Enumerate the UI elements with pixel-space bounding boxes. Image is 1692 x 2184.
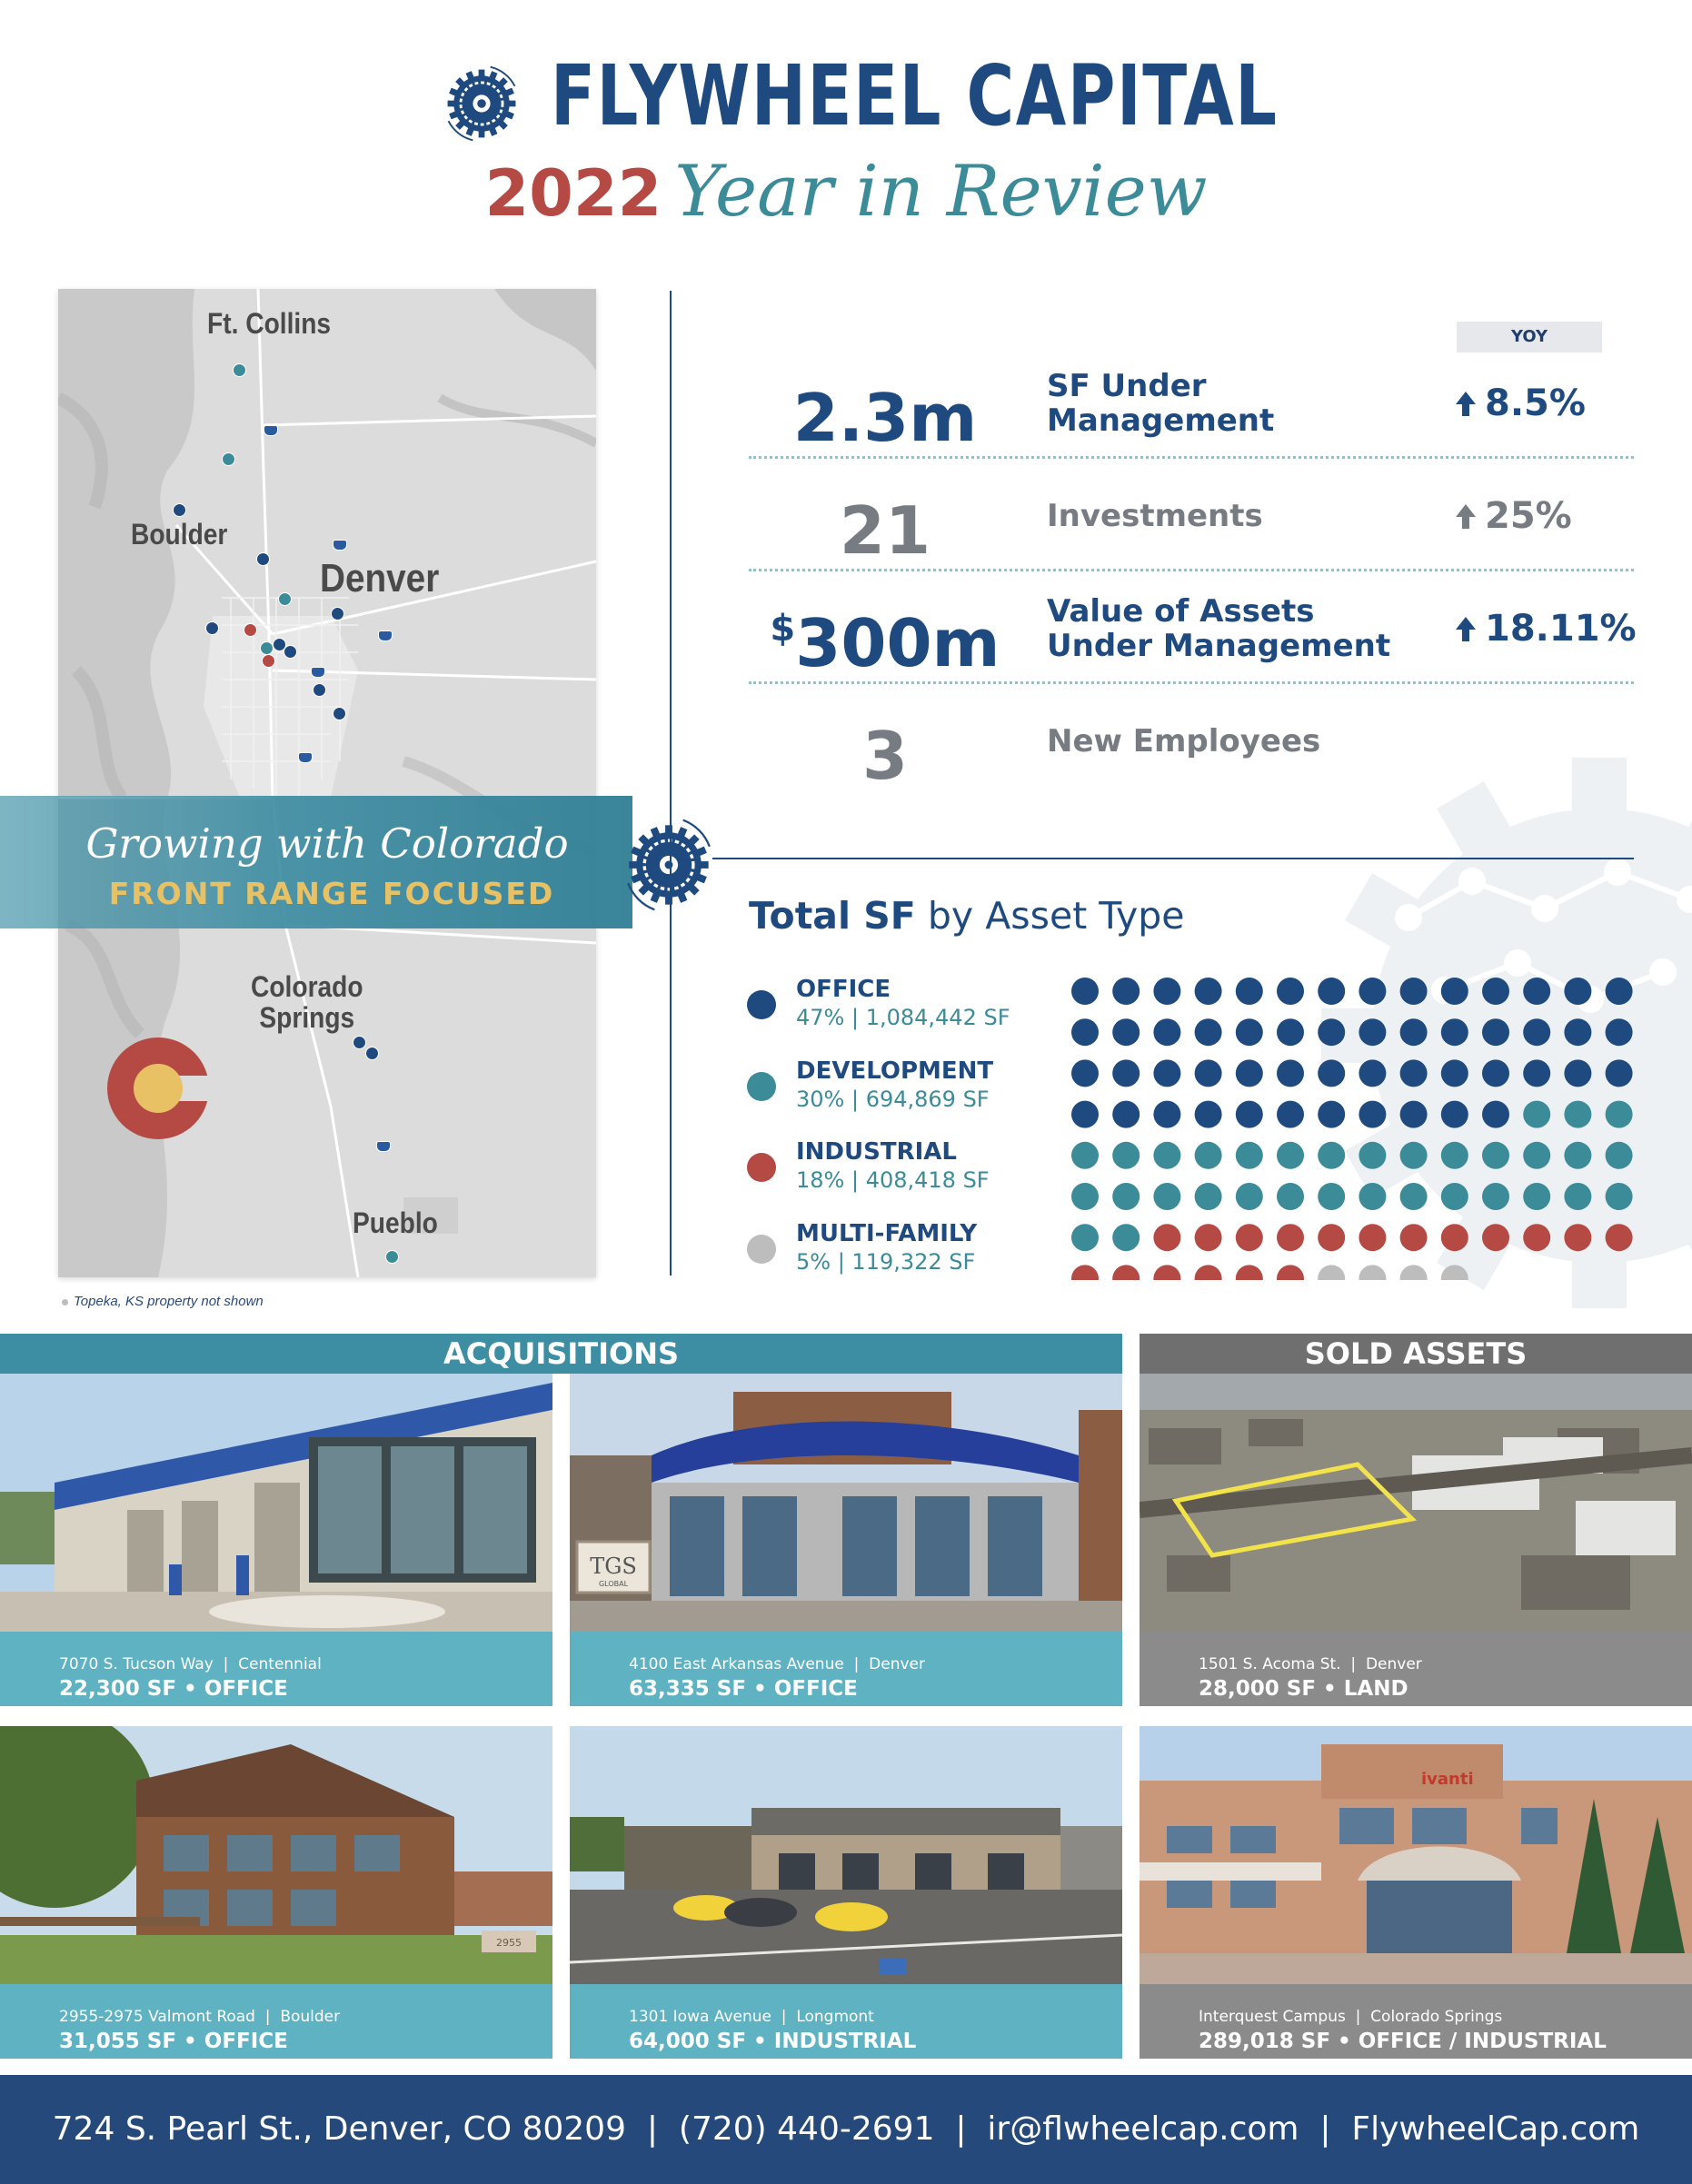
- footer-phone[interactable]: (720) 440-2691: [678, 2110, 935, 2148]
- sf-dot-multi-family: [1359, 1265, 1386, 1280]
- sf-dot-development: [1071, 1224, 1099, 1251]
- sf-dot-office: [1112, 1059, 1140, 1087]
- brand-name: FLYWHEEL CAPITAL: [551, 47, 1279, 144]
- interstate-shield-icon: [333, 540, 347, 551]
- sf-dot-office: [1195, 1059, 1222, 1087]
- sf-dot-development: [1318, 1142, 1345, 1169]
- property-pin: [385, 1250, 399, 1264]
- stat-value: 21: [839, 492, 931, 569]
- property-caption: [1140, 1632, 1692, 1706]
- sf-dot-development: [1564, 1101, 1591, 1128]
- sf-dot-industrial: [1153, 1224, 1180, 1251]
- stat-change: 18.11%: [1456, 572, 1637, 685]
- yoy-badge: YOY: [1457, 322, 1602, 352]
- sf-dot-office: [1318, 1101, 1345, 1128]
- legend-dot: [747, 1153, 776, 1182]
- legend-detail: 5% | 119,322 SF: [796, 1249, 976, 1275]
- sf-dot-office: [1523, 1059, 1550, 1087]
- sf-dot-office: [1112, 978, 1140, 1005]
- property-card-acq1: [0, 1374, 552, 1706]
- legend-name: OFFICE: [796, 976, 891, 1003]
- property-size: 22,300 SF • OFFICE: [59, 1677, 288, 1702]
- stat-label: SF Under Management: [1047, 367, 1275, 439]
- banner-subtitle: FRONT RANGE FOCUSED: [108, 876, 555, 911]
- flywheel-gear-logo-icon: [438, 60, 525, 147]
- stat-change: 8.5%: [1456, 347, 1637, 460]
- acquisitions-header: ACQUISITIONS: [0, 1334, 1122, 1374]
- sf-dot-development: [1523, 1101, 1550, 1128]
- sf-dot-office: [1112, 1018, 1140, 1046]
- sf-dot-office: [1195, 1101, 1222, 1128]
- ivanti-sign-text: ivanti: [1421, 1770, 1474, 1789]
- property-pin: [353, 1036, 366, 1049]
- sf-dot-office: [1112, 1101, 1140, 1128]
- sf-dot-office: [1318, 1059, 1345, 1087]
- stat-label: New Employees: [1047, 722, 1321, 759]
- city-label-boulder: Boulder: [131, 518, 228, 551]
- property-address: 1301 Iowa Avenue | Longmont: [629, 2008, 874, 2026]
- sf-dot-office: [1359, 1018, 1386, 1046]
- review-year: 2022: [484, 156, 662, 231]
- sf-dot-development: [1071, 1183, 1099, 1210]
- stat-row-sf-under-management: [749, 347, 1634, 460]
- sf-dot-industrial: [1195, 1265, 1222, 1280]
- colorado-flag-logo-icon: [107, 1037, 220, 1139]
- sf-dot-multi-family: [1441, 1265, 1468, 1280]
- sf-dot-office: [1564, 1059, 1591, 1087]
- sf-dot-multi-family: [1400, 1265, 1428, 1280]
- interstate-shield-icon: [311, 667, 325, 678]
- property-pin: [205, 621, 219, 635]
- property-pin: [331, 607, 344, 620]
- front-range-map: [58, 289, 596, 1277]
- property-address: 7070 S. Tucson Way | Centennial: [59, 1655, 322, 1673]
- sf-dot-office: [1071, 1101, 1099, 1128]
- sf-dot-office: [1153, 978, 1180, 1005]
- sf-dot-office: [1523, 978, 1550, 1005]
- sf-dot-industrial: [1112, 1265, 1140, 1280]
- divider-gear-icon: [618, 814, 720, 916]
- sf-dot-industrial: [1277, 1265, 1304, 1280]
- map-footnote-text: Topeka, KS property not shown: [74, 1294, 264, 1309]
- sf-dot-development: [1195, 1142, 1222, 1169]
- property-card-acq3: [0, 1726, 552, 2059]
- sf-dot-development: [1153, 1142, 1180, 1169]
- sf-dot-development: [1071, 1142, 1099, 1169]
- legend-office: [747, 976, 1047, 1048]
- property-size: 31,055 SF • OFFICE: [59, 2030, 288, 2054]
- property-size: 289,018 SF • OFFICE / INDUSTRIAL: [1199, 2030, 1607, 2054]
- legend-name: DEVELOPMENT: [796, 1057, 994, 1085]
- property-pin: [222, 452, 235, 466]
- sf-dot-office: [1195, 978, 1222, 1005]
- sf-dot-office: [1359, 978, 1386, 1005]
- city-label-pueblo: Pueblo: [353, 1206, 438, 1239]
- map-terrain: [58, 289, 596, 1277]
- legend-dot: [747, 1235, 776, 1264]
- legend-dot: [747, 1072, 776, 1101]
- sf-dot-development: [1400, 1142, 1428, 1169]
- sf-dot-office: [1277, 1101, 1304, 1128]
- interstate-shield-icon: [376, 1141, 391, 1152]
- sf-dot-industrial: [1277, 1224, 1304, 1251]
- sf-dot-office: [1359, 1101, 1386, 1128]
- sf-dot-office: [1236, 1101, 1263, 1128]
- sf-dot-office: [1071, 1059, 1099, 1087]
- sf-dot-office: [1071, 978, 1099, 1005]
- interstate-shield-icon: [378, 630, 393, 641]
- footer-address: 724 S. Pearl St., Denver, CO 80209: [52, 2110, 626, 2148]
- sf-dot-industrial: [1441, 1224, 1468, 1251]
- city-label-ft-collins: Ft. Collins: [207, 307, 332, 340]
- sf-dot-development: [1195, 1183, 1222, 1210]
- property-photo: [0, 1374, 552, 1632]
- dotted-separator: [749, 456, 1634, 459]
- sf-dot-industrial: [1400, 1224, 1428, 1251]
- property-caption: [570, 1632, 1122, 1706]
- sf-dot-development: [1400, 1183, 1428, 1210]
- map-footnote: [62, 1294, 264, 1309]
- property-pin: [278, 592, 292, 606]
- sf-dot-office: [1400, 1059, 1428, 1087]
- legend-dot: [747, 990, 776, 1019]
- property-pin: [284, 645, 297, 659]
- city-label-colorado-springs: Colorado Springs: [251, 970, 363, 1034]
- stat-value: $300m: [770, 605, 1000, 681]
- interstate-shield-icon: [298, 752, 313, 763]
- stat-value: 3: [861, 718, 909, 794]
- property-size: 63,335 SF • OFFICE: [629, 1677, 858, 1702]
- property-caption: [0, 1632, 552, 1706]
- property-address: 4100 East Arkansas Avenue | Denver: [629, 1655, 925, 1673]
- property-size: 64,000 SF • INDUSTRIAL: [629, 2030, 917, 2054]
- legend-detail: 30% | 694,869 SF: [796, 1087, 990, 1112]
- sf-dot-industrial: [1564, 1224, 1591, 1251]
- property-card-sold1: [1140, 1374, 1692, 1706]
- city-label-denver: Denver: [320, 556, 440, 601]
- sf-dot-office: [1318, 978, 1345, 1005]
- sf-dot-office: [1400, 978, 1428, 1005]
- sf-dot-office: [1482, 1059, 1509, 1087]
- sf-dot-office: [1236, 978, 1263, 1005]
- stat-row-assets-value: [749, 572, 1637, 685]
- sf-dot-office: [1441, 1059, 1468, 1087]
- sf-dot-industrial: [1195, 1224, 1222, 1251]
- sf-dot-office: [1236, 1018, 1263, 1046]
- sf-dot-development: [1564, 1183, 1591, 1210]
- property-card-acq4: [570, 1726, 1122, 2059]
- property-address: 2955-2975 Valmont Road | Boulder: [59, 2008, 341, 2026]
- horizontal-divider: [712, 858, 1634, 859]
- property-address: Interquest Campus | Colorado Springs: [1199, 2008, 1503, 2026]
- sf-dot-development: [1523, 1142, 1550, 1169]
- property-pin: [260, 641, 274, 655]
- tgs-sign-text: TGS: [590, 1554, 637, 1579]
- sf-dot-development: [1564, 1142, 1591, 1169]
- sf-dot-development: [1441, 1142, 1468, 1169]
- legend-detail: 18% | 408,418 SF: [796, 1167, 990, 1193]
- sf-dot-office: [1482, 1101, 1509, 1128]
- sf-dot-development: [1318, 1183, 1345, 1210]
- sf-dot-office: [1153, 1059, 1180, 1087]
- footer-contact: 724 S. Pearl St., Denver, CO 80209 | (720) 440-2691 | ir@flwheelcap.com | FlywheelCap.com: [0, 2075, 1692, 2184]
- sf-dot-office: [1441, 978, 1468, 1005]
- sf-dot-development: [1153, 1183, 1180, 1210]
- property-caption: [1140, 1984, 1692, 2059]
- sf-dot-office: [1606, 1018, 1633, 1046]
- sf-dot-office: [1441, 1101, 1468, 1128]
- property-caption: [570, 1984, 1122, 2059]
- sf-dot-office: [1523, 1018, 1550, 1046]
- header: [0, 0, 1692, 273]
- sf-dot-development: [1606, 1142, 1633, 1169]
- sf-dot-development: [1606, 1183, 1633, 1210]
- sf-dot-multi-family: [1318, 1265, 1345, 1280]
- sf-dot-office: [1277, 1059, 1304, 1087]
- sf-dot-development: [1277, 1142, 1304, 1169]
- sf-dot-industrial: [1359, 1224, 1386, 1251]
- sf-dot-office: [1277, 978, 1304, 1005]
- banner-title: Growing with Colorado: [85, 819, 569, 868]
- sf-dot-industrial: [1606, 1224, 1633, 1251]
- growing-banner: [0, 796, 632, 928]
- property-size: 28,000 SF • LAND: [1199, 1677, 1408, 1702]
- sf-dot-industrial: [1482, 1224, 1509, 1251]
- sf-dot-office: [1071, 1018, 1099, 1046]
- sf-dot-development: [1606, 1101, 1633, 1128]
- sf-dot-office: [1564, 978, 1591, 1005]
- sf-dot-office: [1195, 1018, 1222, 1046]
- property-pin: [262, 654, 275, 668]
- page-title: [0, 151, 1692, 233]
- property-photo: [570, 1374, 1122, 1632]
- property-pin: [333, 707, 346, 720]
- vertical-divider: [670, 291, 672, 1276]
- property-photo: [1140, 1374, 1692, 1632]
- tgs-sign-subtext: GLOBAL: [598, 1580, 629, 1588]
- property-address: 1501 S. Acoma St. | Denver: [1199, 1655, 1422, 1673]
- sf-dot-industrial: [1318, 1224, 1345, 1251]
- sf-dot-development: [1236, 1142, 1263, 1169]
- review-subtitle: Year in Review: [674, 151, 1208, 233]
- property-pin: [256, 552, 270, 566]
- property-photo: [0, 1726, 552, 1984]
- sf-dot-office: [1277, 1018, 1304, 1046]
- property-pin: [173, 503, 186, 517]
- sf-dot-office: [1359, 1059, 1386, 1087]
- sf-dot-industrial: [1523, 1224, 1550, 1251]
- dotted-separator: [749, 681, 1634, 684]
- sf-dot-development: [1359, 1142, 1386, 1169]
- sf-dot-office: [1441, 1018, 1468, 1046]
- property-photo: [570, 1726, 1122, 1984]
- property-caption: [0, 1984, 552, 2059]
- stat-change: 25%: [1456, 460, 1637, 572]
- sf-dot-development: [1441, 1183, 1468, 1210]
- legend-detail: 47% | 1,084,442 SF: [796, 1005, 1010, 1030]
- stat-label: Value of Assets Under Management: [1047, 592, 1391, 664]
- legend-multi-family: [747, 1220, 1047, 1293]
- sf-dot-office: [1606, 978, 1633, 1005]
- building-sign-text: 2955: [496, 1937, 522, 1949]
- property-photo: [1140, 1726, 1692, 1984]
- sf-dot-office: [1236, 1059, 1263, 1087]
- asset-type-dot-grid: [1070, 977, 1639, 1280]
- sf-dot-industrial: [1236, 1265, 1263, 1280]
- legend-industrial: [747, 1138, 1047, 1211]
- property-pin: [365, 1047, 379, 1060]
- sf-dot-office: [1318, 1018, 1345, 1046]
- sf-dot-office: [1564, 1018, 1591, 1046]
- sf-dot-development: [1112, 1142, 1140, 1169]
- sf-dot-development: [1359, 1183, 1386, 1210]
- sf-dot-office: [1153, 1101, 1180, 1128]
- property-card-acq2: [570, 1374, 1122, 1706]
- sf-dot-development: [1482, 1142, 1509, 1169]
- property-pin: [313, 683, 326, 697]
- sf-dot-office: [1153, 1018, 1180, 1046]
- sold-assets-header: SOLD ASSETS: [1140, 1334, 1692, 1374]
- stat-value: 2.3m: [792, 380, 978, 456]
- sf-dot-office: [1400, 1101, 1428, 1128]
- sf-dot-development: [1112, 1183, 1140, 1210]
- property-pin: [244, 623, 257, 637]
- up-arrow-icon: [1456, 392, 1476, 404]
- sf-dot-office: [1482, 978, 1509, 1005]
- sf-dot-industrial: [1236, 1224, 1263, 1251]
- sf-dot-development: [1112, 1224, 1140, 1251]
- total-sf-title: Total SF by Asset Type: [749, 894, 1185, 938]
- sf-dot-development: [1523, 1183, 1550, 1210]
- up-arrow-icon: [1456, 504, 1476, 517]
- footer-email[interactable]: ir@flwheelcap.com: [987, 2110, 1299, 2148]
- sf-dot-industrial: [1153, 1265, 1180, 1280]
- sf-dot-development: [1482, 1183, 1509, 1210]
- legend-development: [747, 1057, 1047, 1130]
- legend-name: MULTI-FAMILY: [796, 1220, 978, 1247]
- stat-row-new-employees: [749, 685, 1634, 798]
- sf-dot-development: [1277, 1183, 1304, 1210]
- interstate-shield-icon: [264, 425, 278, 436]
- sf-dot-office: [1400, 1018, 1428, 1046]
- sf-dot-office: [1482, 1018, 1509, 1046]
- property-card-sold2: [1140, 1726, 1692, 2059]
- stat-label: Investments: [1047, 497, 1263, 534]
- sf-dot-industrial: [1071, 1265, 1099, 1280]
- sf-dot-office: [1606, 1059, 1633, 1087]
- sf-dot-development: [1236, 1183, 1263, 1210]
- legend-name: INDUSTRIAL: [796, 1138, 957, 1166]
- stat-row-investments: [749, 460, 1634, 572]
- up-arrow-icon: [1456, 617, 1476, 630]
- footer-website[interactable]: FlywheelCap.com: [1351, 2110, 1640, 2148]
- dotted-separator: [749, 569, 1634, 571]
- gray-dot-icon: [62, 1299, 68, 1305]
- property-pin: [233, 363, 246, 377]
